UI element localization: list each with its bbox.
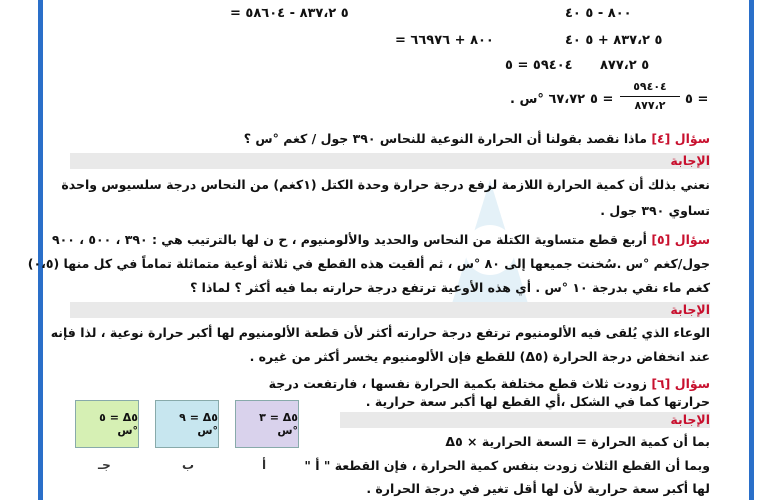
- q5-answer-line2: عند انخفاض درجة الحرارة (Δ٥) للقطع فإن الألومنيوم يخسر أكثر من غيره .: [249, 349, 710, 364]
- math-row1-right: ٨٠٠ - ٥ ٤٠: [565, 6, 632, 21]
- fraction-denominator: ٨٧٧،٢: [634, 99, 666, 112]
- piece-label-c: جـ: [98, 458, 111, 472]
- q6-answer-label: الإجابة: [670, 412, 710, 427]
- math-row3-left: ٥٩٤٠٤ = ٥: [505, 58, 573, 73]
- q5-answer-line1: الوعاء الذي يُلقى فيه الألومنيوم ترتفع درجة حرارته أكثر لأن قطعة الألومنيوم لها أكبر حرارة نوعية ، لذا فإنه: [50, 325, 710, 340]
- piece-box-c: Δ٥ = ٥ °س: [75, 400, 139, 448]
- piece-box-a: Δ٥ = ٣ °س: [235, 400, 299, 448]
- q6-line2: حرارتها كما في الشكل ،أي القطع لها أكبر سعة حرارية .: [365, 394, 710, 409]
- q4-label: سؤال [٤]: [651, 131, 710, 146]
- q6-answer-bar: [340, 412, 710, 428]
- q6-line1: [269, 376, 710, 391]
- q4-answer-line2: تساوي ٣٩٠ جول .: [600, 203, 710, 218]
- piece-box-b: Δ٥ = ٩ °س: [155, 400, 219, 448]
- math-row4-result: ٦٧،٧٢ °س .: [510, 92, 586, 107]
- fraction-numerator: ٥٩٤٠٤: [633, 80, 667, 93]
- fraction-line: [620, 96, 680, 97]
- q4-question: [244, 131, 710, 146]
- q5-line2: جول/كغم °س .سُخنت جميعها إلى ٨٠ °س ، ثم ألقيت هذه القطع في ثلاثة أوعية متماثلة تماماً في كل منها (٠،٥): [27, 256, 710, 271]
- q5-text1: أربع قطع متساوية الكتلة من النحاس والحديد والألومنيوم ، ح ن لها بالترتيب هي : ٣٩٠ ، ٥٠٠ ، ٩٠٠: [52, 232, 647, 247]
- piece-label-a: أ: [262, 458, 267, 472]
- q5-line3: كغم ماء نقي بدرجة ١٠ °س . أي هذه الأوعية ترتفع درجة حرارته بما فيه أكثر ؟ لماذا ؟: [190, 280, 710, 295]
- math-row3-right: ٥ ٨٧٧،٢: [600, 58, 650, 73]
- math-row4-eq: = ٥: [590, 92, 614, 107]
- math-row1-left: ٥ ٨٣٧،٢ - ٥٨٦٠٤ =: [230, 6, 349, 21]
- q6-label: سؤال [٦]: [651, 376, 710, 391]
- q6-text1: زودت ثلاث قطع مختلفة بكمية الحرارة نفسها ، فارتفعت درجة: [268, 376, 647, 391]
- q5-label: سؤال [٥]: [651, 232, 710, 247]
- math-row2-right: ٥ ٨٣٧،٢ + ٥ ٤٠: [565, 33, 663, 48]
- q4-answer-label: الإجابة: [670, 153, 710, 168]
- piece-label-b: ب: [182, 458, 195, 472]
- q5-line1: [52, 232, 710, 247]
- q5-answer-label: الإجابة: [670, 302, 710, 317]
- math-row4-eq2: = ٥: [685, 92, 709, 107]
- q5-answer-bar: [70, 302, 710, 318]
- q6-answer-line1: بما أن كمية الحرارة = السعة الحرارية × Δ٥: [445, 434, 710, 449]
- q4-answer-bar: [70, 153, 710, 169]
- q6-answer-line3: لها أكبر سعة حرارية لأن لها أقل تغير في درجة الحرارة .: [366, 481, 710, 496]
- q4-text: ماذا نقصد بقولنا أن الحرارة النوعية للنحاس ٣٩٠ جول / كغم °س ؟: [243, 131, 647, 146]
- math-row2-left: ٨٠٠ + ٦٦٩٧٦ =: [395, 33, 494, 48]
- q6-answer-line2: وبما أن القطع الثلاث زودت بنفس كمية الحرارة ، فإن القطعة " أ ": [304, 458, 710, 473]
- q4-answer-line1: نعني بذلك أن كمية الحرارة اللازمة لرفع درجة حرارة وحدة الكتل (١كغم) من النحاس درجة سلسيوس واحدة: [61, 177, 710, 192]
